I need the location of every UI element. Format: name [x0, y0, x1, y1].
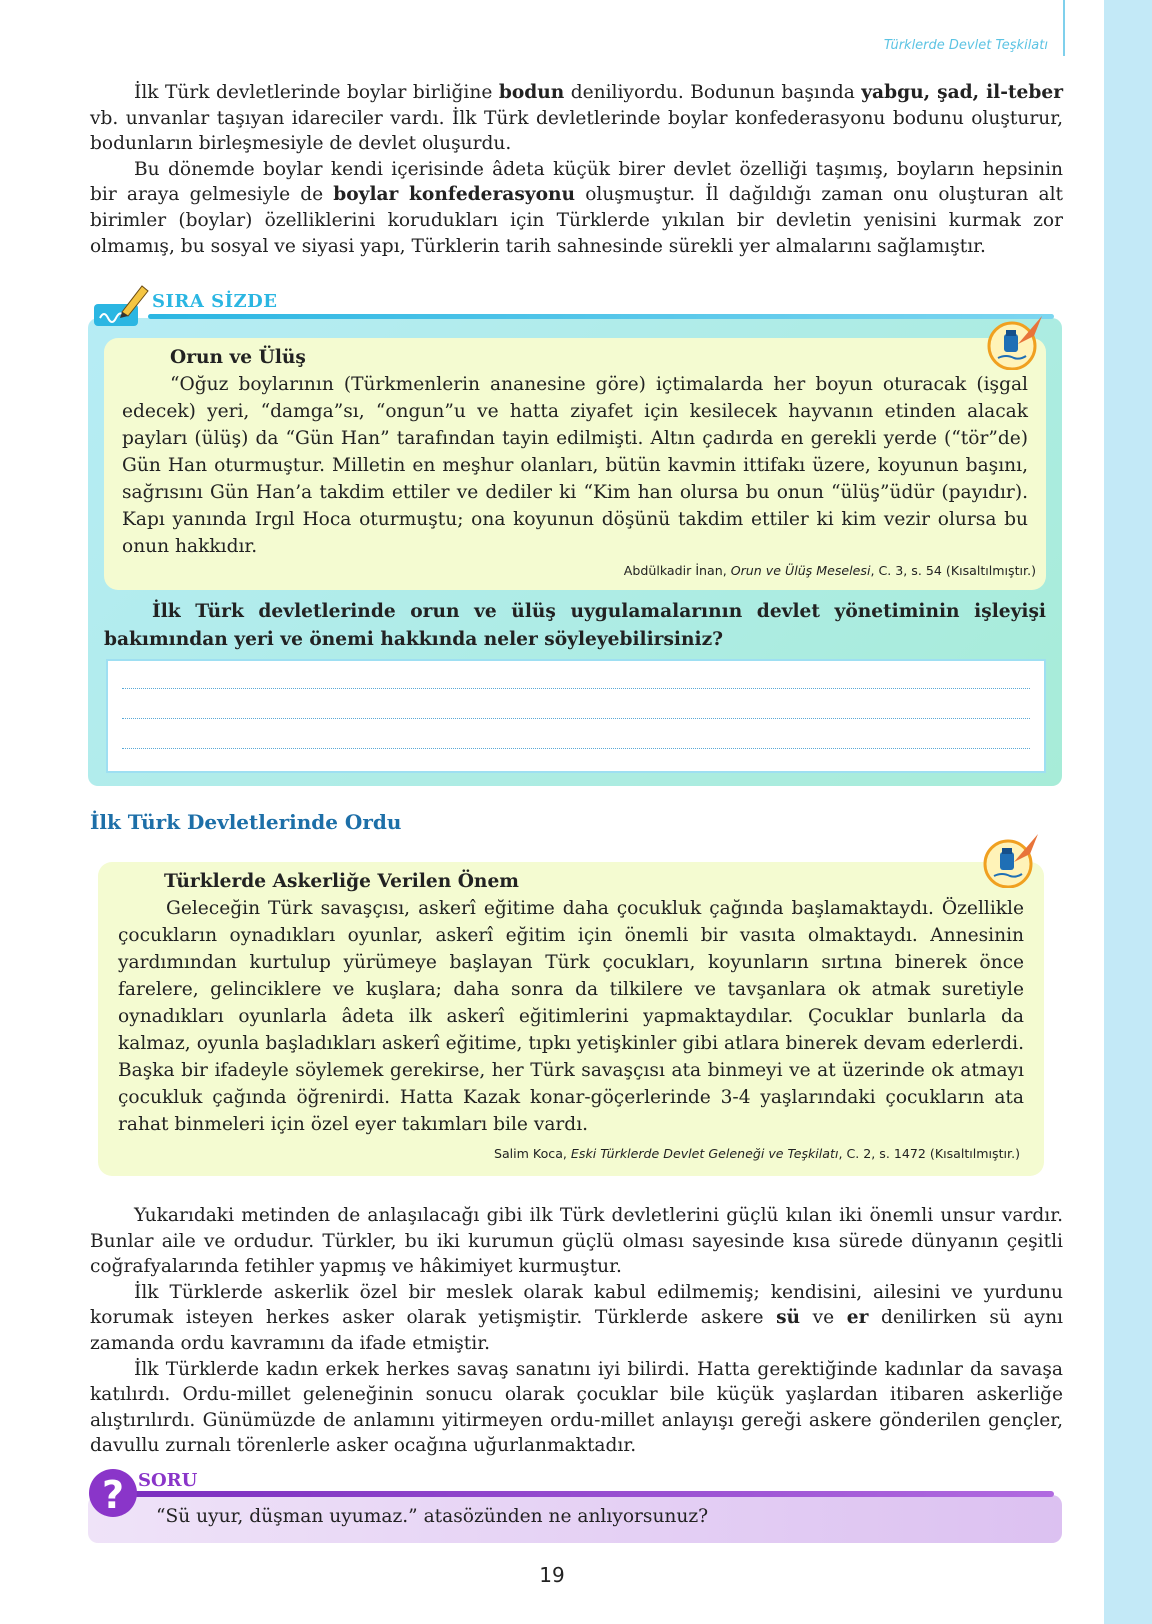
soru-rule [134, 1491, 1054, 1497]
quote-body-orun: “Oğuz boylarının (Türkmenlerin ananesine göre) içtimalarda her boyun oturacak (işgal edecek) yeri, “damga”sı, “ongun”u ve hatta ziyafet için kesilecek hayvanın etinden alacak payları (ülüş) da “Gün Han” tarafından tayin edilmişti. Altın çadırda en gerekli yerde (“tör”de) Gün Han oturmuştur. Milletin en meşhur olanları, bütün kavmin ittifakı üzere, koyunun başını, sağrısını Gün Han’a takdim ettiler ve dediler ki “Kim han olursa bu onun “ülüş”üdür (payıdır). Kapı yanında Irgıl Hoca oturmuştu; ona koyunun döşünü takdim ettiler ki kim vezir olursa bu onun hakkıdır. [122, 374, 1028, 557]
answer-area[interactable] [106, 659, 1046, 773]
section-title-ordu: İlk Türk Devletlerinde Ordu [90, 810, 402, 834]
body-paragraph-1: Yukarıdaki metinden de anlaşılacağı gibi ilk Türk devletlerini güçlü kılan iki önemli unsur vardır. Bunlar aile ve ordudur. Türkler, bu iki kurumun güçlü olması sayesinde kısa sürede dünyanın çeşitli coğrafyalarında fetihler yapmış ve hâkimiyet kurmuştur. [90, 1205, 1063, 1278]
quote-body-askerlik: Geleceğin Türk savaşçısı, askerî eğitime daha çocukluk çağında başlamaktaydı. Özellikle çocukların oynadıkları oyunlar, askerî eğitim için önemli bir vasıta olmaktaydı. Annesinin yardımından kurtulup yürümeye başlayan Türk çocukları, koyunların sırtına binerek önce farelere, gelinciklere ve kuşlara; daha sonra da tilkilere ve tavşanlara ok atmak suretiyle oynadıkları oyunlarla âdeta ilk askerî eğitimlerini yapmaktaydılar. Çocuklar bunlarla da kalmaz, oyunla başladıkları askerî eğitime, tıpkı yetişkinler gibi atlara binerek devam ederlerdi. Başka bir ifadeyle söylemek gerekirse, her Türk savaşçısı ata binmeyi ve at üzerinde ok atmayı çocukluk çağında öğrenirdi. Hatta Kazak konar-göçerlerinde 3-4 yaşlarındaki çocukların ata rahat binmeleri için özel eyer takımları bile vardı. [118, 898, 1024, 1135]
source-orun: Abdülkadir İnan, Orun ve Ülüş Meselesi, C. 3, s. 54 (Kısaltılmıştır.) [623, 563, 1036, 578]
soru-text: “Sü uyur, düşman uyumaz.” atasözünden ne anlıyorsunuz? [156, 1506, 709, 1527]
body-paragraph-2: İlk Türklerde askerlik özel bir meslek olarak kabul edilmemiş; kendisini, ailesini ve yurdunu korumak isteyen herkes asker olarak yetişmiştir. Türklerde askere sü ve er denilirken sü aynı zamanda ordu kavramını da ifade etmiştir. [90, 1281, 1063, 1354]
answer-line[interactable] [122, 748, 1030, 749]
header-divider [1063, 0, 1065, 56]
running-head: Türklerde Devlet Teşkilatı [883, 38, 1048, 53]
answer-line[interactable] [122, 688, 1030, 689]
intro-paragraph-2: Bu dönemde boylar kendi içerisinde âdeta küçük birer devlet özelliği taşımış, boyların hepsinin bir araya gelmesiyle de boylar konfederasyonu oluşmuştur. İl dağıldığı zaman onu oluşturan alt birimler (boylar) özelliklerini korudukları için Türklerde yıkılan bir devletin yenisini kurmak zor olmamış, bu sosyal ve siyasi yapı, Türklerin tarih sahnesinde sürekli yer almalarını sağlamıştır. [90, 158, 1063, 257]
intro-paragraph-1: İlk Türk devletlerinde boylar birliğine bodun deniliyordu. Bodunun başında yabgu, şad, il-teber vb. unvanlar taşıyan idareciler vardı. İlk Türk devletlerinde boylar konfederasyonu bodunu oluşturur, bodunların birleşmesiyle de devlet oluşurdu. [90, 82, 1063, 155]
svg-text:?: ? [101, 1473, 125, 1517]
sira-sizde-label: SIRA SİZDE [152, 291, 278, 312]
sira-sizde-rule [148, 314, 1054, 319]
source-askerlik: Salim Koca, Eski Türklerde Devlet Geleneği ve Teşkilatı, C. 2, s. 1472 (Kısaltılmıştır.) [493, 1146, 1020, 1161]
quote-title-orun: Orun ve Ülüş [170, 347, 306, 368]
intro-text [90, 80, 1063, 259]
writing-pencil-icon [92, 282, 150, 330]
question-mark-icon [88, 1466, 138, 1520]
body-paragraph-3: İlk Türklerde kadın erkek herkes savaş sanatını iyi bilirdi. Hatta gerektiğinde kadınlar da savaşa katılırdı. Ordu-millet geleneğinin sonucu olarak çocuklar bile küçük yaşlardan itibaren askerliğe alıştırılırdı. Günümüzde de anlamını yitirmeyen ordu-millet anlayışı gereği askere gönderilen gençler, davullu zurnalı törenlerle asker ocağına uğurlanmaktadır. [90, 1358, 1063, 1457]
quote-askerlik [118, 868, 1024, 1138]
quote-title-askerlik: Türklerde Askerliğe Verilen Önem [164, 871, 519, 892]
sira-sizde-question: İlk Türk devletlerinde orun ve ülüş uygulamalarının devlet yönetiminin işleyişi bakımından yeri ve önemi hakkında neler söyleyebilirsiniz? [104, 601, 1046, 650]
page-number: 19 [539, 1563, 565, 1587]
body-text [90, 1203, 1063, 1459]
quote-orun [122, 344, 1028, 560]
soru-label: SORU [138, 1470, 198, 1491]
answer-line[interactable] [122, 718, 1030, 719]
side-color-strip [1104, 0, 1152, 1624]
